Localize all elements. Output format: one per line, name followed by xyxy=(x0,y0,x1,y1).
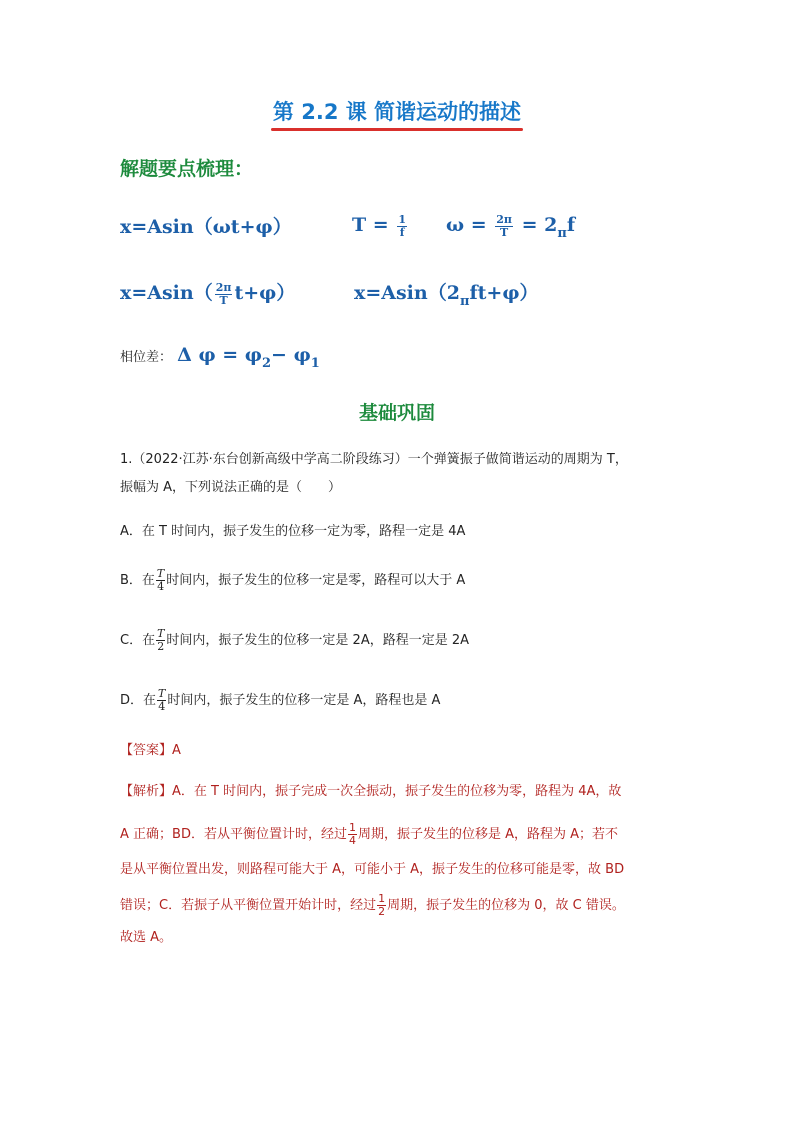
option-c-post: 时间内，振子发生的位移一定是 2A，路程一定是 2A xyxy=(166,633,470,648)
formula-omega-rhs-pi: π xyxy=(557,226,567,241)
page-title-text: 第 2.2 课 简谐运动的描述 xyxy=(273,98,521,128)
formula-row2b-b: ft+φ） xyxy=(469,282,539,304)
formula-omega-fraction xyxy=(495,214,513,239)
phase-b: − φ xyxy=(271,344,311,366)
formula-period-denominator: f xyxy=(399,225,405,239)
formula-angular-frequency xyxy=(446,212,575,247)
formula-omega-denominator: T xyxy=(500,225,509,239)
formula-omega-numerator: 2π xyxy=(496,212,512,226)
explanation-line2-pre: A 正确；BD．若从平衡位置计时，经过 xyxy=(120,827,347,842)
formula-period-fraction xyxy=(397,214,407,239)
explanation-line2-post: 周期，振子发生的位移是 A，路程为 A；若不 xyxy=(357,827,619,842)
explanation-line4-denominator: 2 xyxy=(378,905,386,918)
formula-row2-b: t+φ） xyxy=(234,282,296,304)
question-stem-line1: 1.（2022·江苏·东台创新高级中学高二阶段练习）一个弹簧振子做简谐运动的周期为 T， xyxy=(120,452,628,467)
explanation-line5: 故选 A。 xyxy=(120,930,173,945)
explanation-line2-denominator: 4 xyxy=(348,834,356,847)
option-c-denominator: 2 xyxy=(157,640,165,653)
phase-difference-label: 相位差： xyxy=(120,350,173,365)
formula-displacement-period xyxy=(120,280,295,307)
explanation-line3: 是从平衡位置出发，则路程可能大于 A，可能小于 A，振子发生的位移可能是零，故 BD xyxy=(120,862,625,877)
explanation-line4 xyxy=(120,893,625,918)
option-d-denominator: 4 xyxy=(158,700,166,713)
option-b-pre: B．在 xyxy=(120,573,155,588)
formula-row2-fraction xyxy=(215,282,233,307)
option-c-numerator: T xyxy=(157,627,165,640)
option-d-numerator: T xyxy=(158,687,166,700)
option-c-fraction xyxy=(156,628,165,653)
option-b-denominator: 4 xyxy=(157,580,165,593)
explanation-line2-fraction xyxy=(348,822,357,847)
option-c-pre: C．在 xyxy=(120,633,156,648)
section-heading-key-points: 解题要点梳理： xyxy=(120,158,254,180)
explanation-line4-numerator: 1 xyxy=(378,892,386,905)
formula-period xyxy=(352,212,409,239)
formula-row2b-pi: π xyxy=(459,294,470,309)
phase-difference xyxy=(120,342,320,377)
explanation-line2 xyxy=(120,822,618,847)
explanation-line4-post: 周期，振子发生的位移为 0，故 C 错误。 xyxy=(387,898,625,913)
option-a: A．在 T 时间内，振子发生的位移一定为零，路程一定是 4A xyxy=(120,524,466,539)
formula-row2b-a: x=Asin（2 xyxy=(354,282,460,304)
option-b-fraction xyxy=(156,568,165,593)
option-d xyxy=(120,688,440,713)
answer-label: 【答案】A xyxy=(120,743,181,758)
phase-a: Δ φ = φ xyxy=(177,344,262,366)
option-d-pre: D．在 xyxy=(120,693,157,708)
explanation-line4-fraction xyxy=(377,893,386,918)
formula-omega-rhs-b: f xyxy=(566,214,576,236)
question-stem-line2: 振幅为 A，下列说法正确的是（ ） xyxy=(120,480,342,495)
formula-displacement: x=Asin（ωt+φ） xyxy=(120,216,292,238)
explanation-line4-pre: 错误；C．若振子从平衡位置开始计时，经过 xyxy=(120,898,377,913)
page-title xyxy=(0,98,794,128)
explanation-line1: 【解析】A．在 T 时间内，振子完成一次全振动，振子发生的位移为零，路程为 4A，故 xyxy=(120,784,622,799)
option-d-fraction xyxy=(157,688,166,713)
formula-omega-rhs-a: = 2 xyxy=(521,214,558,236)
formula-displacement-frequency xyxy=(354,280,539,315)
option-b-post: 时间内，振子发生的位移一定是零，路程可以大于 A xyxy=(166,573,466,588)
option-c xyxy=(120,628,469,653)
option-d-post: 时间内，振子发生的位移一定是 A，路程也是 A xyxy=(167,693,441,708)
section-heading-basics: 基础巩固 xyxy=(358,402,435,424)
formula-period-lhs: T = xyxy=(352,214,389,236)
option-b xyxy=(120,568,465,593)
formula-row2-denominator: T xyxy=(219,293,228,307)
option-b-numerator: T xyxy=(156,567,165,580)
formula-row2-numerator: 2π xyxy=(215,280,232,294)
phase-difference-formula xyxy=(177,344,320,371)
formula-omega-lhs: ω = xyxy=(446,214,487,236)
formula-period-numerator: 1 xyxy=(398,212,406,226)
formula-row2-a: x=Asin（ xyxy=(120,282,213,304)
phase-sub-2: 2 xyxy=(262,356,272,371)
phase-sub-1: 1 xyxy=(310,356,320,371)
explanation-line2-numerator: 1 xyxy=(348,821,356,834)
